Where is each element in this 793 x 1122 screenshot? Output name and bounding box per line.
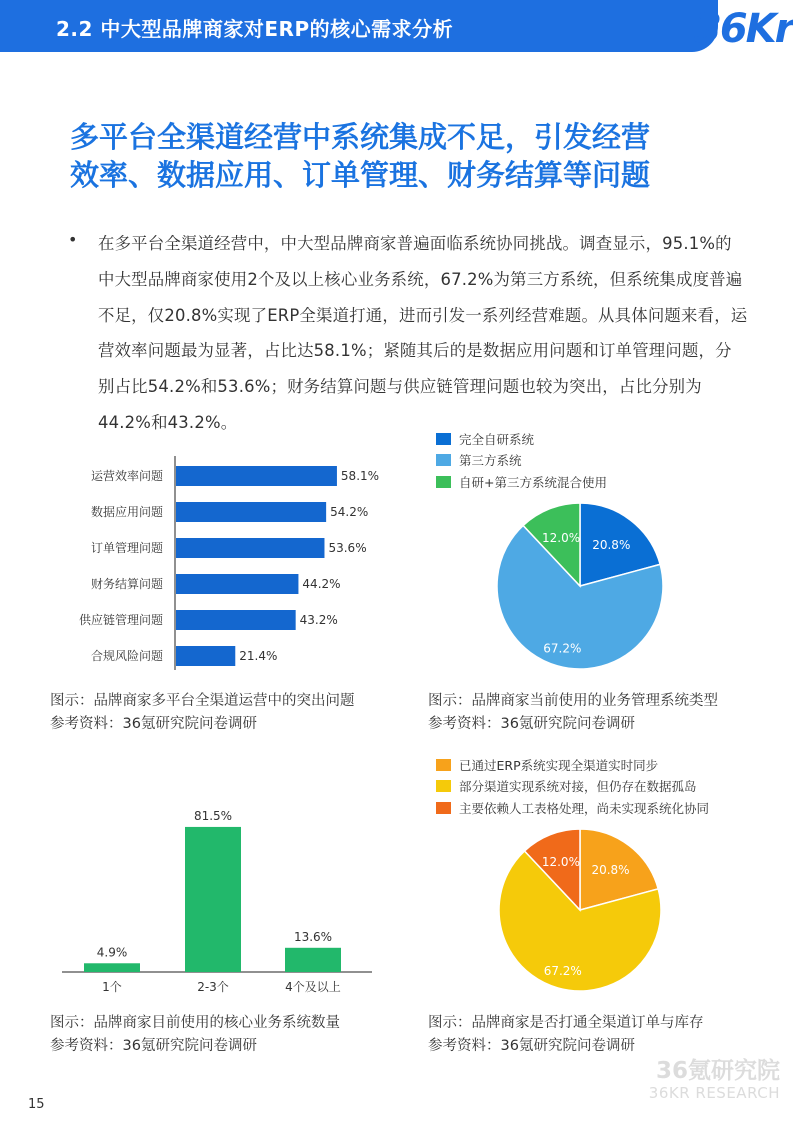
system-count-bar: [285, 948, 341, 972]
problems-value-label: 44.2%: [302, 577, 341, 591]
problems-bar: [176, 502, 326, 522]
headline-line-1: 多平台全渠道经营中系统集成不足，引发经营: [70, 120, 651, 154]
system-count-category-label: 4个及以上: [285, 980, 341, 994]
system-type-legend-label: 完全自研系统: [459, 431, 535, 447]
caption-system-type: [428, 690, 718, 736]
problems-value-label: 58.1%: [340, 469, 380, 483]
system-count-category-label: 1个: [102, 980, 122, 994]
problems-category-label: 合规风险问题: [90, 649, 163, 663]
problems-category-label: 供应链管理问题: [78, 613, 163, 627]
caption-channel-integration-title: 图示：品牌商家是否打通全渠道订单与库存: [428, 1015, 704, 1031]
caption-system-type-source: 参考资料：36氪研究院问卷调研: [428, 716, 635, 732]
caption-system-count: [50, 1012, 340, 1058]
caption-channel-integration: [428, 1012, 704, 1058]
problems-bar: [176, 466, 337, 486]
caption-system-count-title: 图示：品牌商家目前使用的核心业务系统数量: [50, 1015, 340, 1031]
problems-value-label: 43.2%: [299, 613, 338, 627]
system-count-value-label: 81.5%: [193, 808, 233, 823]
system-type-value-label: 67.2%: [543, 641, 582, 656]
system-count-bar: [84, 963, 140, 972]
problems-value-label: 21.4%: [239, 649, 278, 663]
problems-category-label: 运营效率问题: [90, 469, 163, 483]
watermark: [630, 1058, 780, 1102]
system-count-value-label: 13.6%: [293, 929, 333, 944]
problems-category-label: 订单管理问题: [90, 541, 163, 555]
channel-integration-legend-label: 已通过ERP系统实现全渠道实时同步: [459, 757, 659, 773]
channel-integration-value-label: 20.8%: [591, 863, 630, 878]
system-type-value-label: 12.0%: [541, 531, 581, 546]
caption-system-type-title: 图示：品牌商家当前使用的业务管理系统类型: [428, 693, 718, 709]
caption-problems-source: 参考资料：36氪研究院问卷调研: [50, 716, 257, 732]
system-count-value-label: 4.9%: [96, 945, 128, 960]
problems-bar: [176, 610, 296, 630]
watermark-sub: 36KR RESEARCH: [648, 1084, 780, 1102]
page-number: 15: [28, 1097, 45, 1112]
channel-integration-legend-label: 部分渠道实现系统对接，但仍存在数据孤岛: [459, 779, 697, 795]
caption-channel-integration-source: 参考资料：36氪研究院问卷调研: [428, 1038, 635, 1054]
caption-problems-title: 图示：品牌商家多平台全渠道运营中的突出问题: [50, 693, 355, 709]
body-paragraph: 在多平台全渠道经营中，中大型品牌商家普遍面临系统协同挑战。调查显示，95.1%的中大型品牌商家使用2个及以上核心业务系统，67.2%为第三方系统，但系统集成度普遍不足，仅20.8%实现了ERP全渠道打通，进而引发一系列经营难题。从具体问题来看，运营效率问题最为显著，占比达58.1%；紧随其后的是数据应用问题和订单管理问题，分别占比54.2%和53.6%；财务结算问题与供应链管理问题也较为突出，占比分别为44.2%和43.2%。: [98, 234, 748, 432]
section-title: 2.2 中大型品牌商家对ERP的核心需求分析: [56, 17, 454, 41]
problems-bar: [176, 538, 324, 558]
system-count-category-label: 2-3个: [197, 980, 229, 994]
problems-bar: [176, 646, 235, 666]
channel-integration-legend-label: 主要依赖人工表格处理，尚未实现系统化协同: [459, 800, 710, 816]
channel-integration-value-label: 67.2%: [543, 963, 582, 978]
problems-category-label: 数据应用问题: [90, 505, 163, 519]
bullet-dot: •: [68, 230, 78, 249]
headline-line-2: 效率、数据应用、订单管理、财务结算等问题: [70, 158, 651, 192]
problems-value-label: 53.6%: [328, 541, 367, 555]
system-count-bar: [185, 827, 241, 972]
system-type-legend-label: 第三方系统: [459, 453, 522, 469]
watermark-main: 36氪研究院: [655, 1058, 780, 1084]
caption-problems: [50, 690, 355, 736]
logo-text: 36Kr: [694, 6, 793, 52]
system-type-legend-label: 自研+第三方系统混合使用: [459, 474, 607, 490]
problems-value-label: 54.2%: [330, 505, 369, 519]
problems-category-label: 财务结算问题: [90, 577, 163, 591]
caption-system-count-source: 参考资料：36氪研究院问卷调研: [50, 1038, 257, 1054]
system-type-value-label: 20.8%: [592, 538, 631, 553]
problems-bar: [176, 574, 298, 594]
channel-integration-value-label: 12.0%: [541, 854, 580, 869]
